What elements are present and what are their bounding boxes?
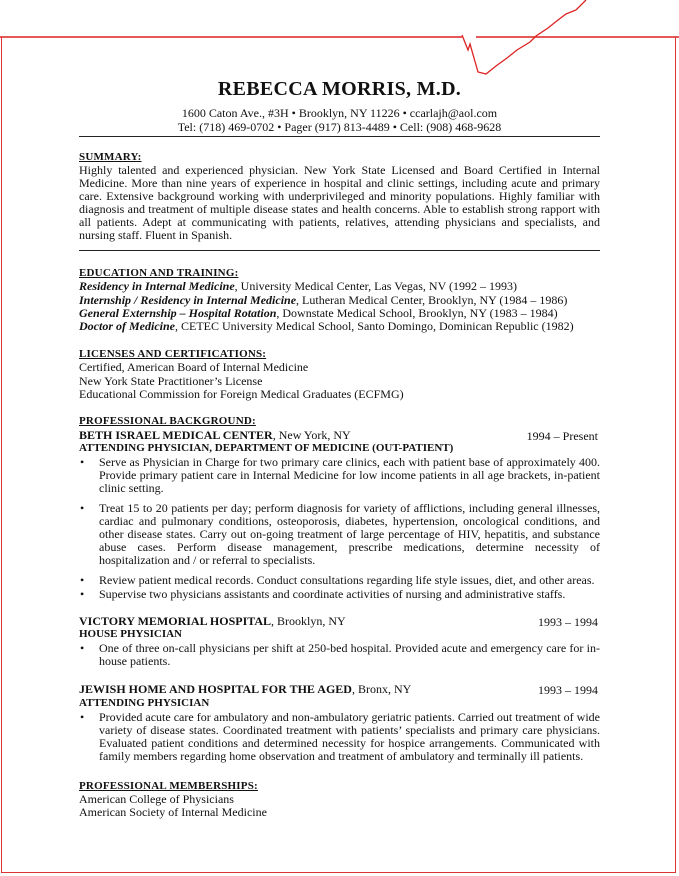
education-item: General Externship – Hospital Rotation, Downstate Medical School, Brooklyn, NY (1983 – 1984) <box>79 306 558 320</box>
summary-text: Highly talented and experienced physician. New York State Licensed and Board Certified in Internal Medicine. More than nine years of experience in hospital and clinic settings, including acute and primary care. Extensive background working with underprivileged and minority populations. Highly familiar with diagnosis and treatment of multiple disease states and health concerns. Able to establish strong rapport with all patients. Adept at communicating with patients, relatives, attending physicians and specialists, and nursing staff. Fluent in Spanish. <box>79 163 600 242</box>
job-title: ATTENDING PHYSICIAN, DEPARTMENT OF MEDICINE (OUT-PATIENT) <box>79 442 454 454</box>
summary-rule <box>79 250 600 251</box>
licenses-heading: LICENSES AND CERTIFICATIONS: <box>79 348 267 360</box>
job-dates: 1994 – Present <box>526 429 598 443</box>
list-item: • One of three on-call physicians per shift at 250-bed hospital. Provided acute and emergency care for in-house patients. <box>80 641 600 668</box>
header-rule <box>79 136 600 137</box>
list-item: • Serve as Physician in Charge for two primary care clinics, each with patient base of approximately 400. Provide primary patient care in Internal Medicine for low income patients in all age brackets, in-patient clinic setting. <box>80 455 600 495</box>
list-item: • Supervise two physicians assistants and coordinate activities of nursing and administrative staffs. <box>80 587 566 601</box>
candidate-name: REBECCA MORRIS, M.D. <box>217 78 462 100</box>
list-item: • Provided acute care for ambulatory and non-ambulatory geriatric patients. Carried out treatment of wide variety of disease states. Coordinated treatment with patients’ specialists and primary care physicians. Evaluated patient conditions and determined necessity for hospice arrangements. Communicated with family members regarding home observation and treatment of ambulatory and terminally ill patients. <box>80 710 600 763</box>
phone-line: Tel: (718) 469-0702 • Pager (917) 813-4489 • Cell: (908) 468-9628 <box>177 120 502 134</box>
education-item: Internship / Residency in Internal Medicine, Lutheran Medical Center, Brooklyn, NY (1984 – 1986) <box>79 293 568 307</box>
list-item: • Treat 15 to 20 patients per day; perform diagnosis for variety of afflictions, including general illnesses, cardiac and pulmonary conditions, osteoporosis, diabetes, hypertension, oncological conditions, and other disease states. Carry out on-going treatment of large percentage of HIV, hepatitis, and substance abuse cases. Perform disease management, prescribe medications, determine necessity of hospitalization and / or referral to specialists. <box>80 501 600 567</box>
license-item: Certified, American Board of Internal Medicine <box>79 360 309 374</box>
membership-item: American Society of Internal Medicine <box>79 805 267 819</box>
employer-line: JEWISH HOME AND HOSPITAL FOR THE AGED, Bronx, NY <box>79 682 412 696</box>
membership-item: American College of Physicians <box>79 792 234 806</box>
professional-heading: PROFESSIONAL BACKGROUND: <box>79 415 256 427</box>
education-heading: EDUCATION AND TRAINING: <box>79 267 239 279</box>
education-item: Doctor of Medicine, CETEC University Medical School, Santo Domingo, Dominican Republic (1982) <box>79 319 574 333</box>
address-line: 1600 Caton Ave., #3H • Brooklyn, NY 11226 • ccarlajh@aol.com <box>181 106 498 120</box>
job-dates: 1993 – 1994 <box>538 615 598 629</box>
education-item: Residency in Internal Medicine, University Medical Center, Las Vegas, NV (1992 – 1993) <box>79 279 518 293</box>
memberships-heading: PROFESSIONAL MEMBERSHIPS: <box>79 780 258 792</box>
employer-line: VICTORY MEMORIAL HOSPITAL, Brooklyn, NY <box>79 614 346 628</box>
license-item: New York State Practitioner’s License <box>79 374 263 388</box>
list-item: • Review patient medical records. Conduct consultations regarding life style issues, diet, and other areas. <box>80 573 595 587</box>
employer-line: BETH ISRAEL MEDICAL CENTER, New York, NY <box>79 428 351 442</box>
summary-heading: SUMMARY: <box>79 151 142 163</box>
job-title: HOUSE PHYSICIAN <box>79 628 182 640</box>
job-title: ATTENDING PHYSICIAN <box>79 697 210 709</box>
license-item: Educational Commission for Foreign Medical Graduates (ECFMG) <box>79 387 404 401</box>
job-dates: 1993 – 1994 <box>538 683 598 697</box>
